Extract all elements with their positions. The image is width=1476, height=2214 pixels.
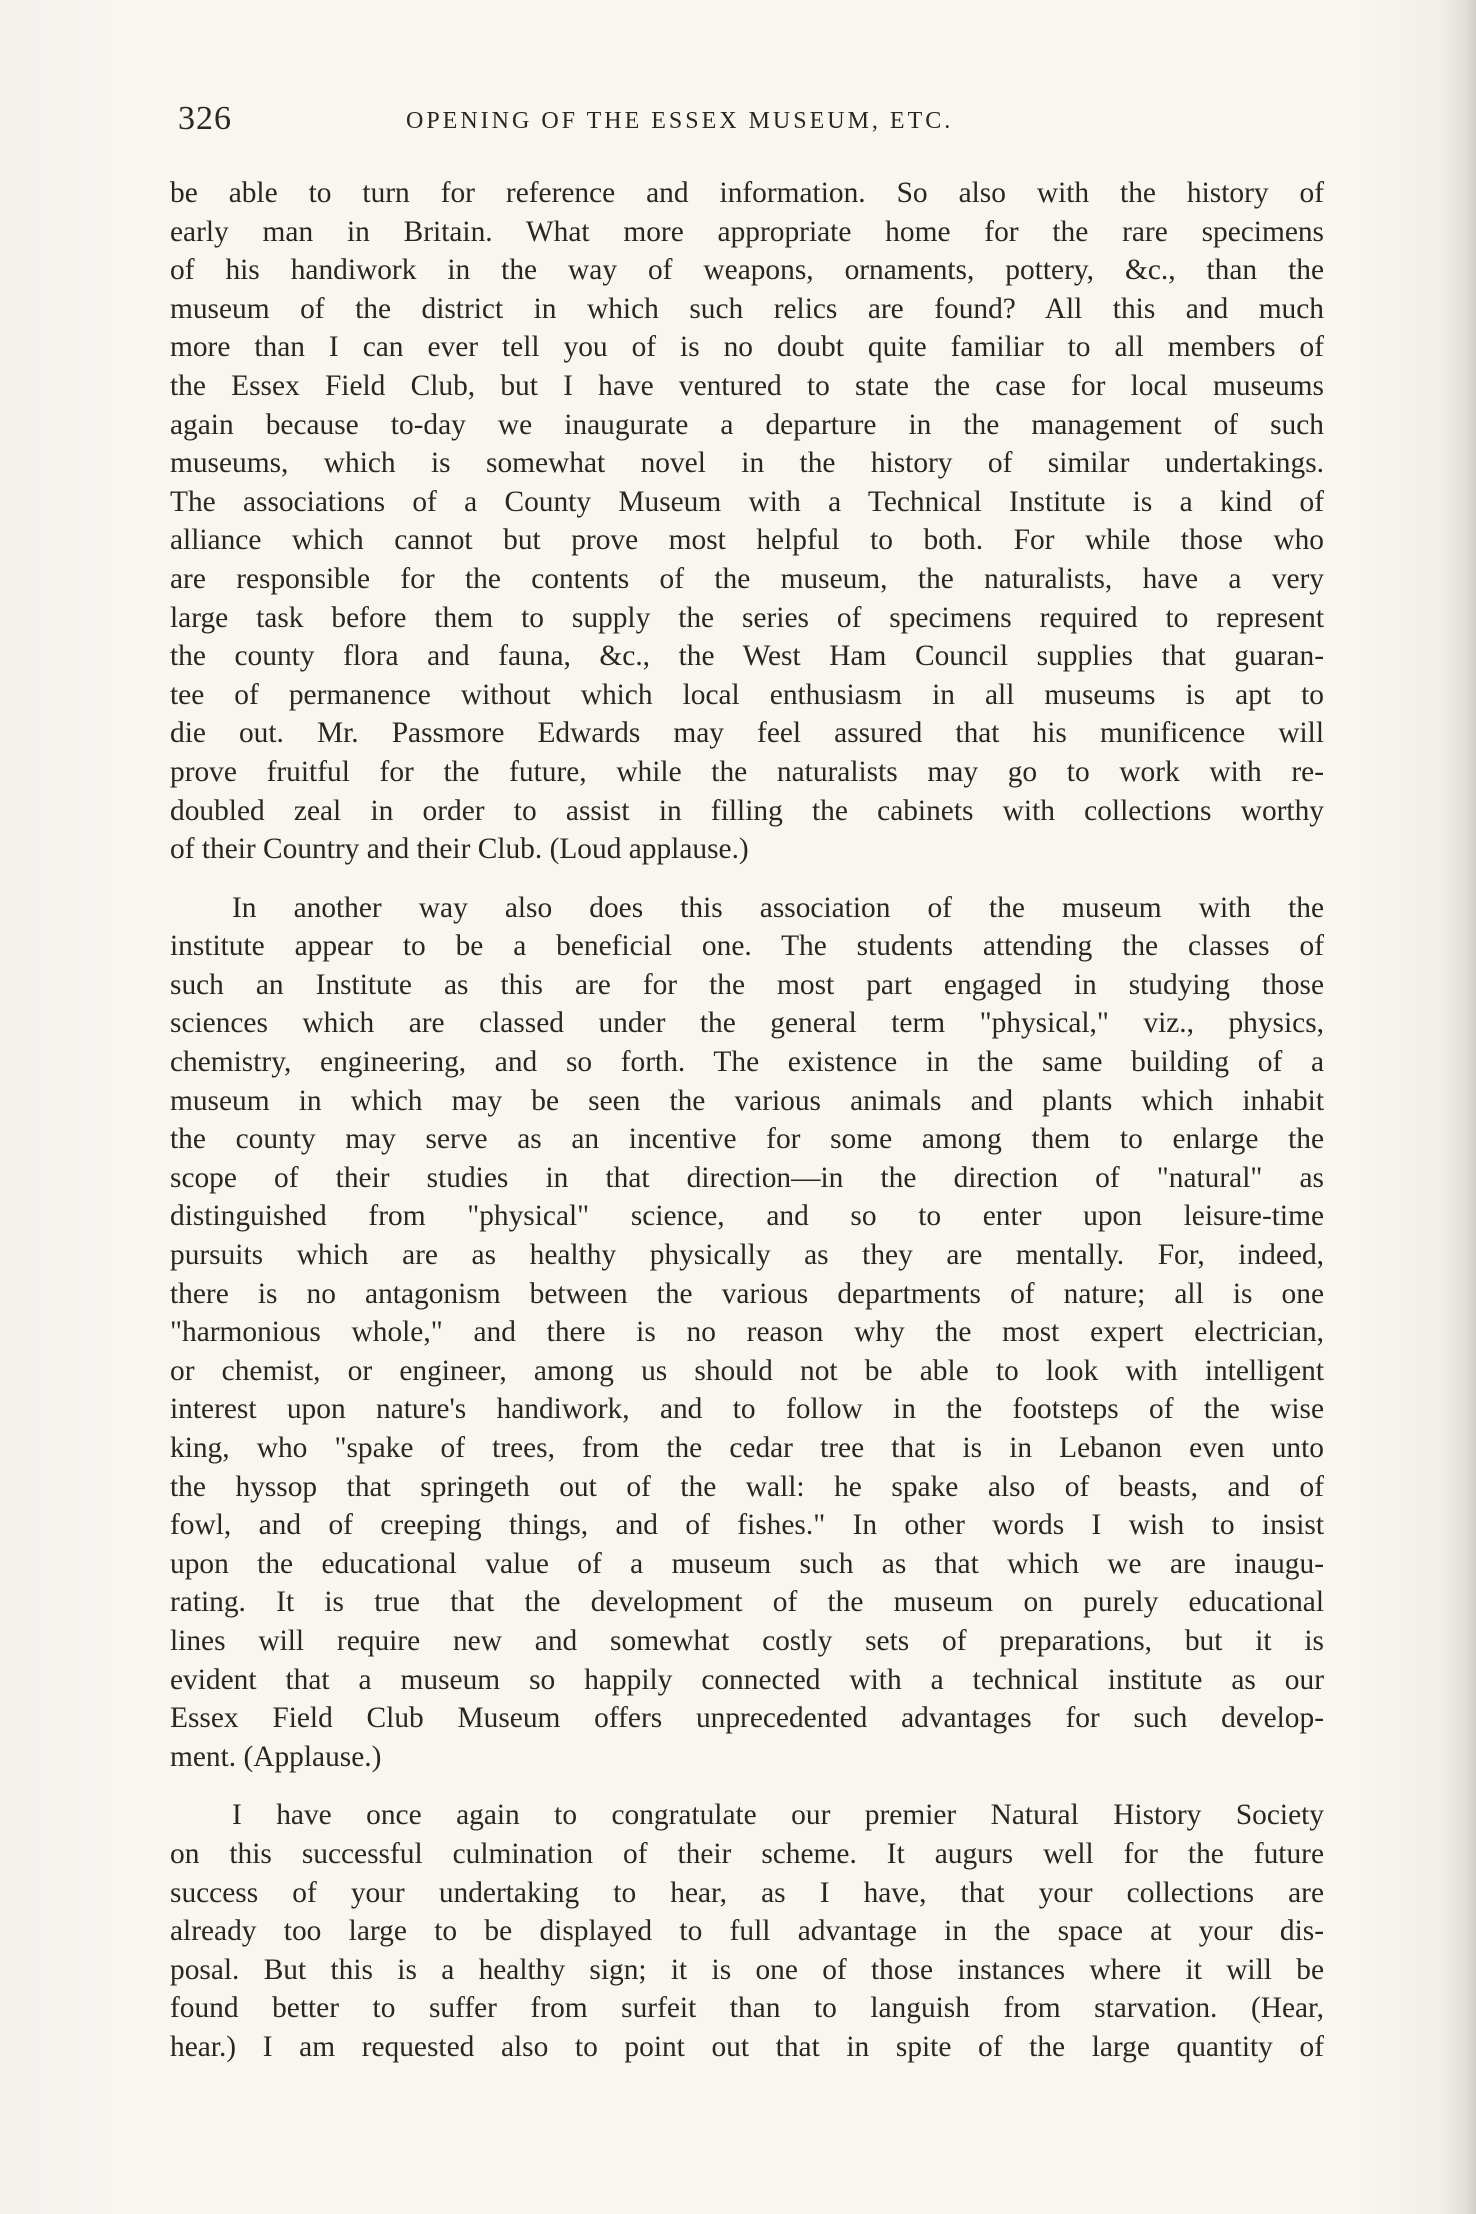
text-line: sciences which are classed under the general term "physical," viz., physics, — [170, 1007, 1324, 1040]
text-line: rating. It is true that the development of the museum on purely educational — [170, 1586, 1324, 1619]
page-number: 326 — [178, 100, 232, 137]
text-line: distinguished from "physical" science, and so to enter upon leisure-time — [170, 1200, 1324, 1233]
text-line: doubled zeal in order to assist in filling the cabinets with collections worthy — [170, 794, 1324, 827]
text-line: The associations of a County Museum with a Technical Institute is a kind of — [170, 485, 1324, 518]
text-line: of his handiwork in the way of weapons, ornaments, pottery, &c., than the — [170, 254, 1324, 287]
text-line: prove fruitful for the future, while the naturalists may go to work with re- — [170, 755, 1324, 788]
text-line: hear.) I am requested also to point out that in spite of the large quantity of — [170, 2030, 1324, 2063]
text-line: king, who "spake of trees, from the cedar tree that is in Lebanon even unto — [170, 1432, 1324, 1464]
text-line: museum of the district in which such relics are found? All this and much — [170, 292, 1324, 325]
text-line: already too large to be displayed to full advantage in the space at your dis- — [170, 1915, 1324, 1948]
text-line: upon the educational value of a museum such as that which we are inaugu- — [170, 1547, 1324, 1580]
paragraph — [170, 174, 1324, 869]
text-line: ment. (Applause.) — [170, 1740, 382, 1773]
text-line: there is no antagonism between the various departments of nature; all is one — [170, 1277, 1324, 1310]
paragraph — [170, 1796, 1324, 2066]
text-line: the Essex Field Club, but I have ventured to state the case for local museums — [170, 369, 1324, 402]
text-line: are responsible for the contents of the museum, the naturalists, have a very — [170, 562, 1324, 595]
text-line: institute appear to be a beneficial one. The students attending the classes of — [170, 930, 1324, 963]
text-line: I have once again to congratulate our premier Natural History Society — [232, 1799, 1324, 1832]
text-line: posal. But this is a healthy sign; it is one of those instances where it will be — [170, 1953, 1324, 1986]
text-line: the hyssop that springeth out of the wall: he spake also of beasts, and of — [170, 1470, 1324, 1503]
text-line: museum in which may be seen the various animals and plants which inhabit — [170, 1084, 1324, 1117]
text-line: of their Country and their Club. (Loud applause.) — [170, 833, 749, 866]
paragraph-gap — [170, 1776, 1324, 1796]
text-line: chemistry, engineering, and so forth. The existence in the same building of a — [170, 1046, 1324, 1079]
text-line: be able to turn for reference and information. So also with the history of — [170, 177, 1324, 209]
text-line: "harmonious whole," and there is no reason why the most expert electrician, — [170, 1316, 1324, 1349]
paragraph — [170, 889, 1324, 1777]
text-line: evident that a museum so happily connected with a technical institute as our — [170, 1663, 1324, 1696]
text-line: museums, which is somewhat novel in the history of similar undertakings. — [170, 447, 1324, 480]
text-line: scope of their studies in that direction—in the direction of "natural" as — [170, 1161, 1324, 1194]
paragraph-gap — [170, 869, 1324, 889]
running-head: OPENING OF THE ESSEX MUSEUM, ETC. — [406, 108, 954, 134]
text-line: success of your undertaking to hear, as I have, that your collections are — [170, 1876, 1324, 1909]
text-line: large task before them to supply the series of specimens required to represent — [170, 601, 1324, 634]
text-line: interest upon nature's handiwork, and to follow in the footsteps of the wise — [170, 1393, 1324, 1426]
text-line: the county flora and fauna, &c., the West Ham Council supplies that guaran- — [170, 640, 1324, 673]
text-line: pursuits which are as healthy physically as they are mentally. For, indeed, — [170, 1239, 1324, 1272]
text-line: found better to suffer from surfeit than to languish from starvation. (Hear, — [170, 1992, 1324, 2025]
text-line: Essex Field Club Museum offers unprecedented advantages for such develop- — [170, 1702, 1324, 1735]
text-line: or chemist, or engineer, among us should not be able to look with intelligent — [170, 1354, 1324, 1387]
spine-shadow — [1440, 0, 1476, 2214]
text-line: In another way also does this association of the museum with the — [232, 891, 1324, 924]
text-line: again because to-day we inaugurate a departure in the management of such — [170, 408, 1324, 441]
text-line: such an Institute as this are for the most part engaged in studying those — [170, 968, 1324, 1001]
text-line: lines will require new and somewhat costly sets of preparations, but it is — [170, 1624, 1324, 1657]
text-line: early man in Britain. What more appropriate home for the rare specimens — [170, 215, 1324, 248]
page-header — [178, 100, 1330, 144]
text-line: die out. Mr. Passmore Edwards may feel assured that his munificence will — [170, 717, 1324, 750]
text-line: tee of permanence without which local enthusiasm in all museums is apt to — [170, 678, 1324, 711]
text-line: on this successful culmination of their scheme. It augurs well for the future — [170, 1837, 1324, 1870]
text-line: the county may serve as an incentive for some among them to enlarge the — [170, 1123, 1324, 1156]
text-line: fowl, and of creeping things, and of fishes." In other words I wish to insist — [170, 1509, 1324, 1542]
body-text — [170, 174, 1324, 2067]
text-line: more than I can ever tell you of is no doubt quite familiar to all members of — [170, 331, 1324, 364]
text-line: alliance which cannot but prove most helpful to both. For while those who — [170, 524, 1324, 557]
